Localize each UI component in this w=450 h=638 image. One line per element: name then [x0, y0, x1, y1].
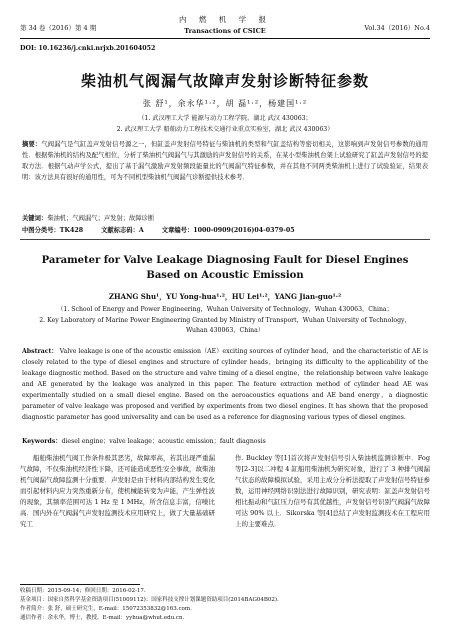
abstract-cn-label: 摘要：: [22, 141, 42, 148]
body-text-right-column: 作. Buckley 等[1]首次将声发射信号引入柴油机监测诊断中．Fog 等[2-3]以二冲程 4 缸船用柴油机为研究对象，进行了 3 种排气阀漏气状态的故障模拟试验，采用主成分分析法提取了声发射信号特征参数，运用神经网络识别法进行故障识别，研究表明：缸盖声发射信号相比振动和气缸压力信号有其优越性，声发射信号识别气阀漏气故障可达 90% 以上．Sikorska 等[4]总结了声发射监测技术在工程应用上的主要难点．: [235, 454, 430, 528]
journal-name-cn: 内 燃 机 学 报: [178, 15, 272, 24]
footnotes: [20, 587, 430, 623]
keywords-cn: [22, 213, 428, 224]
clc-number: 中图分类号：TK428: [22, 227, 84, 234]
body-text-left-column: 船舶柴油机气阀工作条件极其恶劣，故障率高，若其出现严重漏气故障，不仅柴油机经济性下降，还可能造成恶性安全事故，故柴油机气阀漏气故障监测十分重要．声发射是由于材料内部结构发生变化而引起材料内应力突然重新分布，使机械能转变为声能，产生弹性波的现象，其频率范围可达 1 Hz 至 1 MHz，所含信息丰富，信噪比高．国内外在气阀漏气声发射监测技术应用研究上，做了大量基础研究工: [20, 454, 215, 528]
affiliation-cn-1: （1. 武汉理工大学 能源与动力工程学院，湖北 武汉 430063；: [138, 115, 312, 122]
footnote-funding: 基金项目：国家自然科学基金资助项目(51009112)；国家科技支撑计划课题资助项目(2014BAG04B02)．: [20, 597, 283, 603]
footnote-divider: [20, 584, 140, 585]
title-cn: 柴油机气阀漏气故障声发射诊断特征参数: [80, 72, 369, 90]
authors-en: ZHANG Shu¹，YU Yong-hua¹·²，HU Lei¹·²，YANG Jian-guo¹·²: [108, 292, 342, 301]
article-number: 文章编号：1000-0909(2016)04-0379-05: [161, 227, 295, 234]
doi: DOI: 10.16236/j.cnki.nrjxb.201604052: [20, 45, 156, 52]
abstract-en-label: Abstract：: [22, 348, 58, 355]
header-volume-cn: 第 34 卷（2016）第 4 期: [20, 24, 97, 32]
abstract-en: [22, 346, 428, 423]
header-divider: [20, 38, 430, 39]
abstract-cn-text: 气阀漏气是气缸盖声发射信号源之一，但缸盖声发射信号特征与柴油机的类型和气缸盖结构等密切相关，这影响到声发射信号参数的通用性．根据柴油机的结构及配气相位，分析了柴油机气阀漏气与其激励的声发射信号的关系，在某小型柴油机台架上试验研究了缸盖声发射信号的提取方法．根据气动声学公式，提出了基于漏气激励声发射频段能量比的气阀漏气特征参数，并在其他不同两类柴油机上进行了试验验证，结果表明：该方法具有很好的通用性，可为不同机型柴油机气阀漏气诊断提供技术参考．: [22, 141, 429, 181]
abstract-cn: [22, 139, 428, 183]
document-code: 文献标志码：A: [101, 227, 144, 234]
header-volume-en: Vol.34（2016）No.4: [364, 24, 430, 32]
running-header: [20, 9, 430, 37]
footnote-corresponding: 通信作者：余永华，博士，教授，E-mail：yyhua@whut.edu.cn.: [20, 615, 185, 621]
title-en-line2: Based on Acoustic Emission: [146, 270, 304, 281]
title-en: [0, 253, 450, 283]
classification-line: [22, 225, 428, 236]
keywords-cn-text: 柴油机；气阀漏气；声发射；故障诊断: [47, 215, 155, 222]
footnote-received: 收稿日期：2015-09-14；修回日期：2016-02-17.: [20, 588, 146, 594]
keywords-en-text: diesel engine；valve leakage；acoustic emission；fault diagnosis: [61, 438, 266, 445]
keywords-cn-label: 关键词：: [22, 215, 48, 222]
keywords-en: [22, 436, 428, 447]
footnote-author: 作者简介：张 舒，硕士研究生，E-mail：15072353832@163.com.: [20, 606, 192, 612]
title-en-line1: Parameter for Valve Leakage Diagnosing Fault for Diesel Engines: [41, 255, 409, 266]
affiliation-en-1: （1. School of Energy and Power Engineering，Wuhan University of Technology，Wuhan 430063，China；: [57, 306, 393, 313]
affiliation-cn-2: 2. 武汉理工大学 船舶动力工程技术交通行业重点实验室，湖北 武汉 430063）: [116, 126, 334, 133]
journal-name-en: Transactions of CSICE: [184, 27, 266, 35]
abstract-en-text: Valve leakage is one of the acoustic emission（AE）exciting sources of cylinder head，and the characteristic of AE is closely related to the type of diesel engines and structure of cylinder heads，bringing its difficulty to the applicability of the leakage diagnostic method. Based on the structure and valve timing of a diesel engine，the relationship between valve leakage and AE generated by the leakage was analyzed in this paper. The feature extraction method of cylinder head AE was experimentally studied on a small diesel engine. Based on the aeroacoustics equations and AE band energy，a diagnostic parameter of valve leakage was proposed and verified by experiments from two diesel engines. It has shown that the proposed diagnostic parameter has good universality and can be used as a reference for diagnosing various types of diesel engines.: [22, 348, 428, 421]
section-divider: [20, 239, 430, 240]
keywords-en-label: Keywords：: [22, 438, 62, 445]
affiliation-en-2: 2. Key Laboratory of Marine Power Engineering Granted by Ministry of Transport，Wuhan University of Technology，Wuhan 430063，China）: [39, 317, 411, 334]
authors-cn: 张 舒¹，余永华¹·²，胡 磊¹·²，杨建国¹·²: [142, 99, 308, 108]
